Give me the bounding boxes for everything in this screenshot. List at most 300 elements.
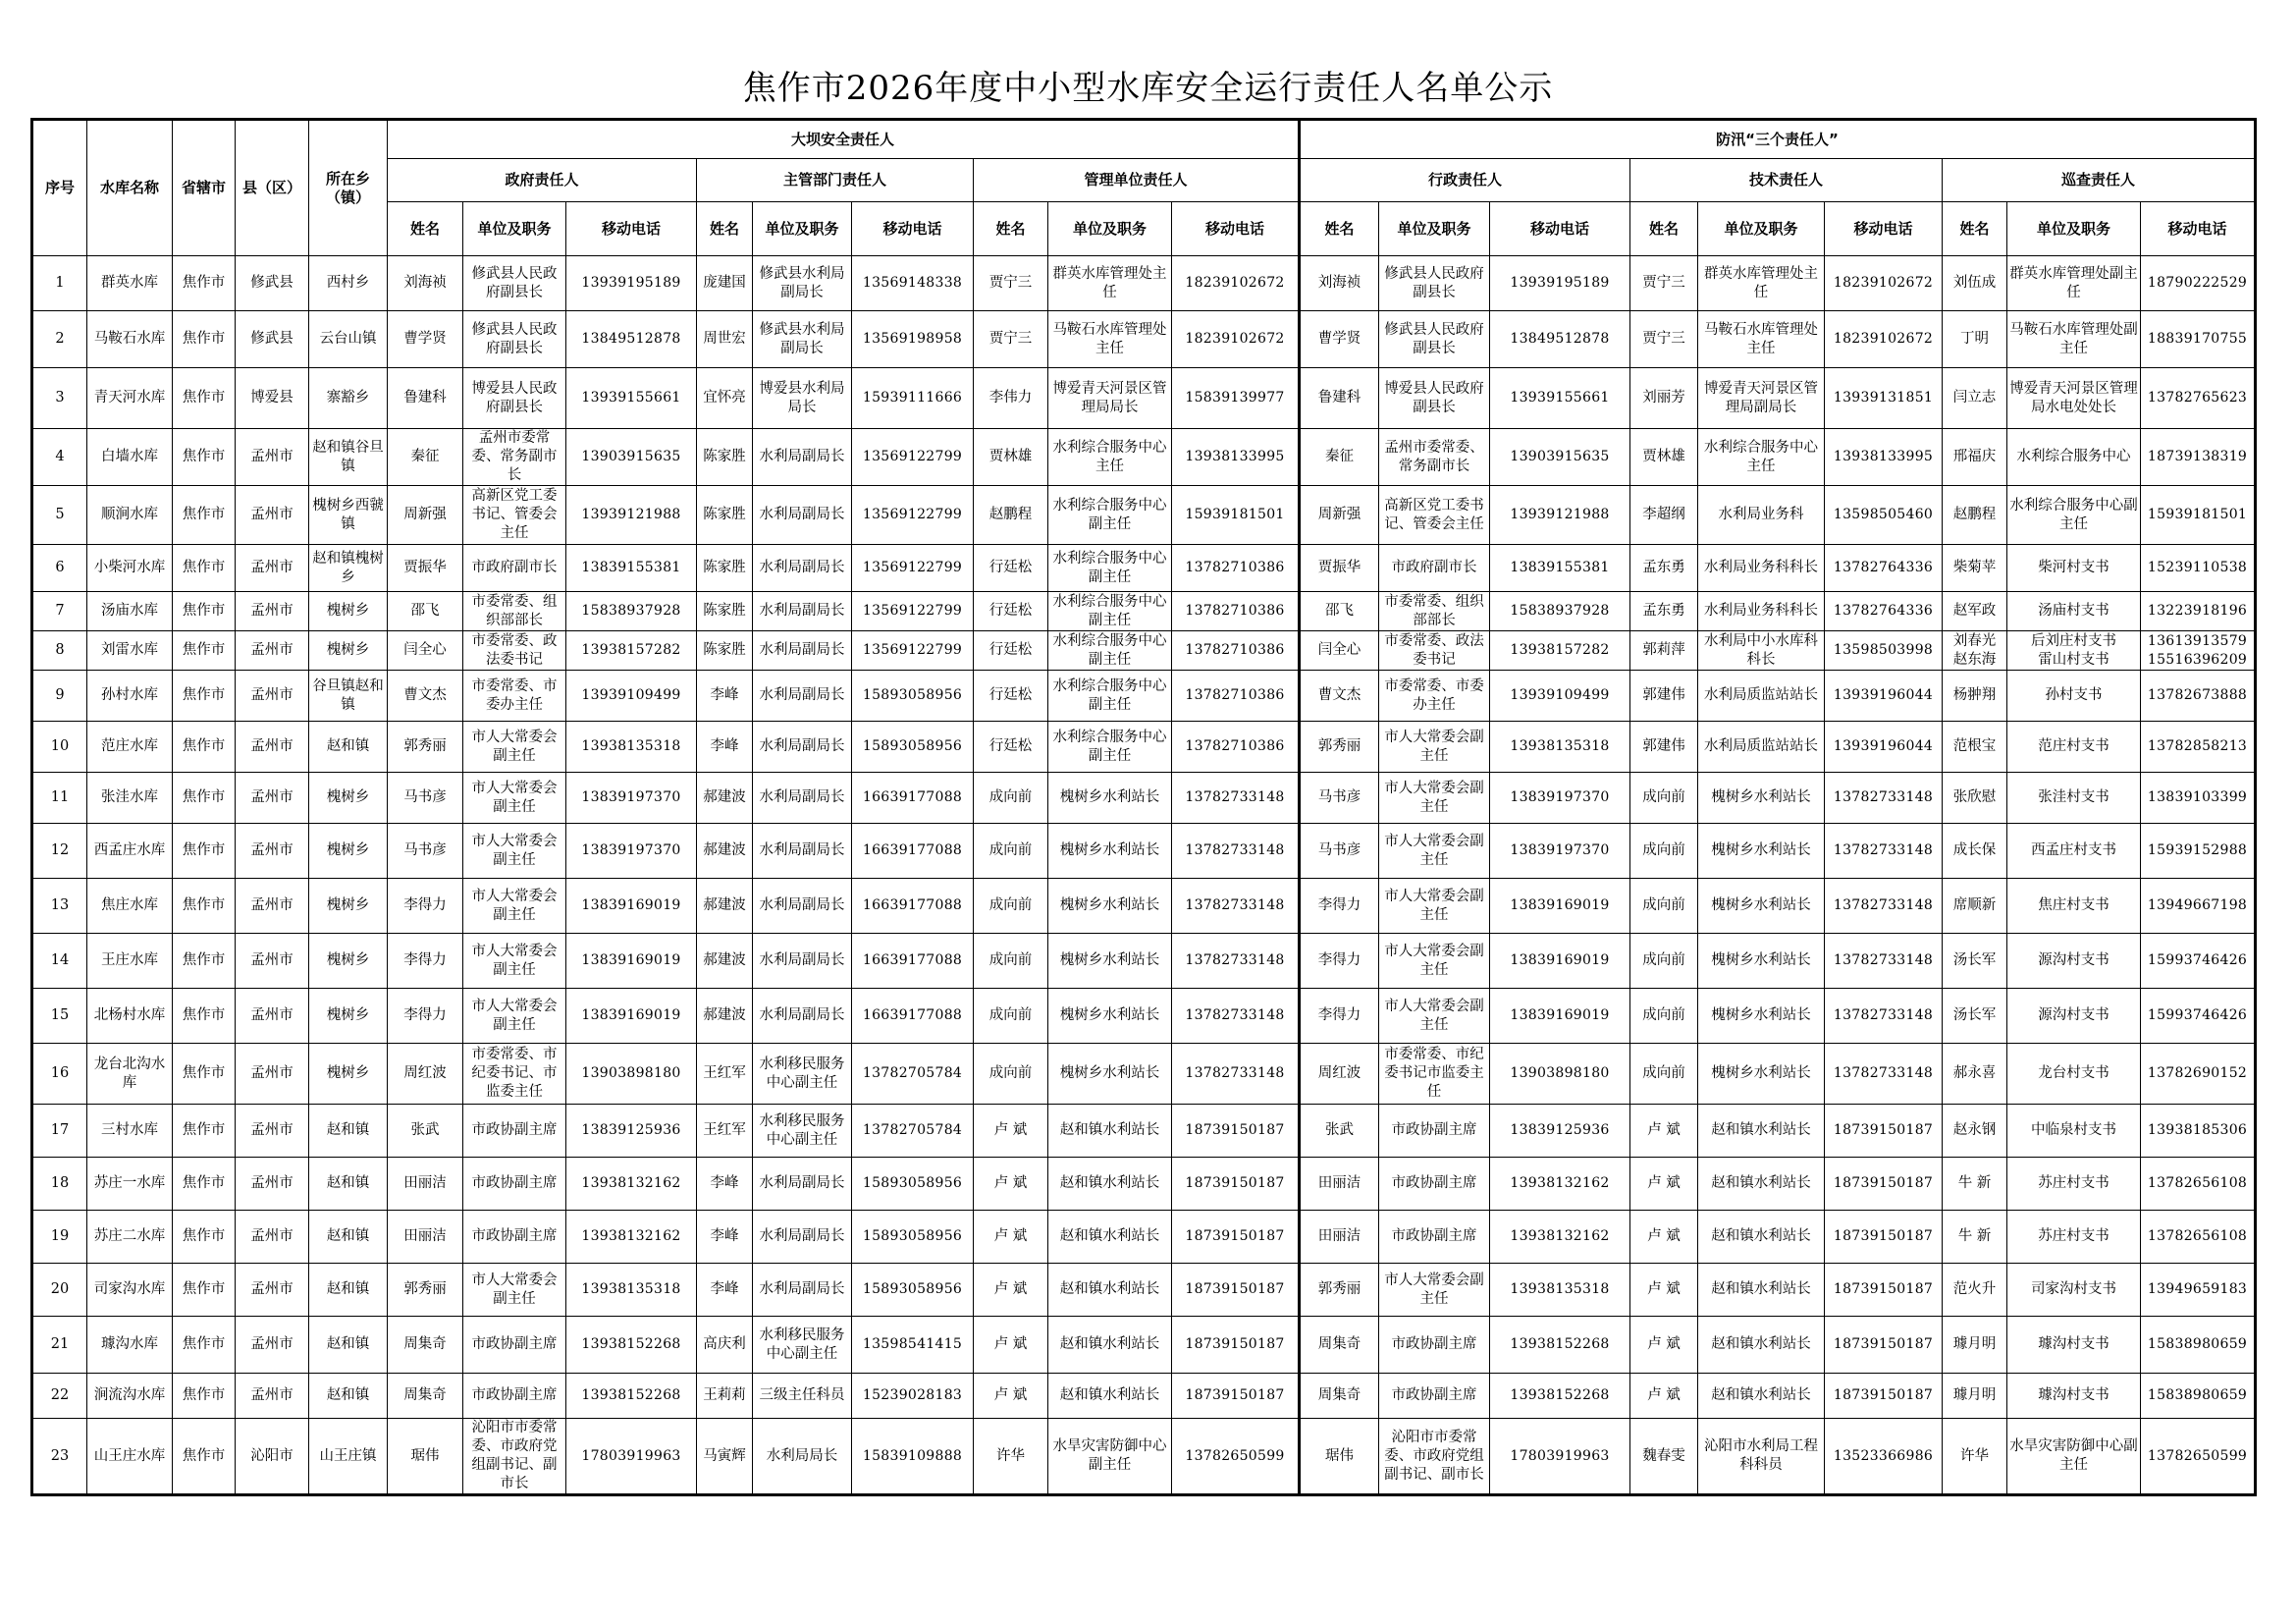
- dept-name-cell: 李峰: [697, 722, 753, 773]
- dept-phone-cell: 13569122799: [852, 545, 974, 592]
- mgmt-phone-cell: 13782650599: [1172, 1419, 1300, 1495]
- seq-cell: 22: [32, 1374, 87, 1419]
- city-cell: 焦作市: [173, 989, 236, 1044]
- tech-title-cell: 槐树乡水利站长: [1698, 879, 1825, 934]
- township-cell: 槐树乡: [309, 824, 388, 879]
- reservoir-cell: 白墙水库: [87, 429, 173, 486]
- cell-line: 后刘庄村支书: [2031, 632, 2116, 649]
- city-cell: 焦作市: [173, 773, 236, 824]
- dept-title-cell: 水利局副局长: [753, 631, 852, 671]
- tech-title-cell: 槐树乡水利站长: [1698, 989, 1825, 1044]
- dept-title-cell: 水利局副局长: [753, 592, 852, 631]
- mgmt-title-cell: 槐树乡水利站长: [1048, 989, 1172, 1044]
- mgmt-title-cell: 赵和镇水利站长: [1048, 1105, 1172, 1158]
- admin-phone-cell: 13939195189: [1490, 256, 1630, 311]
- admin-name-cell: 李得力: [1300, 934, 1379, 989]
- seq-cell: 10: [32, 722, 87, 773]
- gov-name-cell: 周集奇: [388, 1374, 463, 1419]
- seq-cell: 6: [32, 545, 87, 592]
- mgmt-title-cell: 群英水库管理处主任: [1048, 256, 1172, 311]
- city-cell: 焦作市: [173, 368, 236, 429]
- admin-title-cell: 市人大常委会副主任: [1379, 1264, 1490, 1317]
- cell-line: 15516396209: [2147, 651, 2248, 668]
- tech-name-cell: 卢 斌: [1630, 1211, 1698, 1264]
- patrol-name-cell: 杨翀翔: [1943, 671, 2007, 722]
- table-row: [32, 1264, 2256, 1317]
- gov-name-cell: 田丽洁: [388, 1211, 463, 1264]
- header-dam-safety: 大坝安全责任人: [388, 120, 1300, 159]
- patrol-phone-cell: 15239110538: [2141, 545, 2256, 592]
- admin-title-cell: 市人大常委会副主任: [1379, 934, 1490, 989]
- mgmt-name-cell: 成向前: [974, 773, 1048, 824]
- gov-phone-cell: 13938152268: [566, 1317, 697, 1374]
- tech-name-cell: 成向前: [1630, 1044, 1698, 1105]
- seq-cell: 4: [32, 429, 87, 486]
- reservoir-cell: 孙村水库: [87, 671, 173, 722]
- tech-phone-cell: 13782733148: [1825, 824, 1943, 879]
- table-row: [32, 1158, 2256, 1211]
- gov-name-cell: 张武: [388, 1105, 463, 1158]
- dept-title-cell: 水利局副局长: [753, 486, 852, 545]
- gov-phone-cell: 13849512878: [566, 311, 697, 368]
- dept-title-cell: 水利局副局长: [753, 1211, 852, 1264]
- tech-name-cell: 成向前: [1630, 879, 1698, 934]
- gov-title-cell: 修武县人民政府副县长: [463, 256, 566, 311]
- admin-title-cell: 高新区党工委书记、管委会主任: [1379, 486, 1490, 545]
- tech-phone-cell: 18739150187: [1825, 1211, 1943, 1264]
- mgmt-name-cell: 行廷松: [974, 545, 1048, 592]
- seq-cell: 11: [32, 773, 87, 824]
- table-row: [32, 671, 2256, 722]
- gov-phone-cell: 13839197370: [566, 773, 697, 824]
- admin-phone-cell: 13839169019: [1490, 934, 1630, 989]
- gov-name-cell: 郭秀丽: [388, 722, 463, 773]
- seq-cell: 13: [32, 879, 87, 934]
- reservoir-cell: 张洼水库: [87, 773, 173, 824]
- tech-name-cell: 成向前: [1630, 824, 1698, 879]
- admin-title-cell: 市政协副主席: [1379, 1317, 1490, 1374]
- tech-phone-cell: 18739150187: [1825, 1158, 1943, 1211]
- mgmt-title-cell: 赵和镇水利站长: [1048, 1374, 1172, 1419]
- seq-cell: 19: [32, 1211, 87, 1264]
- township-cell: 赵和镇: [309, 1317, 388, 1374]
- gov-name-cell: 贾振华: [388, 545, 463, 592]
- city-cell: 焦作市: [173, 671, 236, 722]
- tech-title-cell: 水利局中小水库科科长: [1698, 631, 1825, 671]
- gov-title-cell: 市委常委、市纪委书记、市监委主任: [463, 1044, 566, 1105]
- gov-name-cell: 鲁建科: [388, 368, 463, 429]
- reservoir-cell: 马鞍石水库: [87, 311, 173, 368]
- header-flood-control: 防汛“三个责任人”: [1300, 120, 2256, 159]
- gov-phone-cell: 13939155661: [566, 368, 697, 429]
- dept-title-cell: 水利局副局长: [753, 934, 852, 989]
- header-mgmt: 管理单位责任人: [974, 159, 1300, 202]
- dept-phone-cell: 13569148338: [852, 256, 974, 311]
- header-unit-title: 单位及职务: [1379, 202, 1490, 256]
- city-cell: 焦作市: [173, 934, 236, 989]
- table-row: [32, 368, 2256, 429]
- dept-name-cell: 庞建国: [697, 256, 753, 311]
- reservoir-cell: 顺涧水库: [87, 486, 173, 545]
- patrol-name-cell: 席顺新: [1943, 879, 2007, 934]
- tech-phone-cell: 13782733148: [1825, 934, 1943, 989]
- seq-cell: 21: [32, 1317, 87, 1374]
- table-row: [32, 545, 2256, 592]
- gov-phone-cell: 13938132162: [566, 1211, 697, 1264]
- reservoir-cell: 群英水库: [87, 256, 173, 311]
- mgmt-phone-cell: 13782710386: [1172, 592, 1300, 631]
- township-cell: 槐树乡: [309, 592, 388, 631]
- county-cell: 沁阳市: [236, 1419, 309, 1495]
- mgmt-title-cell: 槐树乡水利站长: [1048, 773, 1172, 824]
- township-cell: 槐树乡: [309, 1044, 388, 1105]
- tech-title-cell: 水利局质监站站长: [1698, 671, 1825, 722]
- admin-name-cell: 秦征: [1300, 429, 1379, 486]
- gov-phone-cell: 13839169019: [566, 879, 697, 934]
- mgmt-phone-cell: 13782733148: [1172, 773, 1300, 824]
- tech-phone-cell: 13939196044: [1825, 671, 1943, 722]
- dept-phone-cell: 13782705784: [852, 1044, 974, 1105]
- tech-name-cell: 成向前: [1630, 989, 1698, 1044]
- admin-title-cell: 市委常委、市纪委书记市监委主任: [1379, 1044, 1490, 1105]
- patrol-title-cell: 源沟村支书: [2007, 989, 2141, 1044]
- gov-name-cell: 曹文杰: [388, 671, 463, 722]
- county-cell: 孟州市: [236, 631, 309, 671]
- patrol-name-cell: 牛 新: [1943, 1211, 2007, 1264]
- tech-name-cell: 郭莉萍: [1630, 631, 1698, 671]
- city-cell: 焦作市: [173, 429, 236, 486]
- tech-phone-cell: 18239102672: [1825, 256, 1943, 311]
- dept-name-cell: 高庆利: [697, 1317, 753, 1374]
- header-unit-title: 单位及职务: [463, 202, 566, 256]
- mgmt-phone-cell: 13782710386: [1172, 545, 1300, 592]
- mgmt-name-cell: 许华: [974, 1419, 1048, 1495]
- tech-phone-cell: 13598505460: [1825, 486, 1943, 545]
- dept-title-cell: 修武县水利局副局长: [753, 311, 852, 368]
- header-gov: 政府责任人: [388, 159, 697, 202]
- dept-title-cell: 水利局副局长: [753, 824, 852, 879]
- admin-title-cell: 市政府副市长: [1379, 545, 1490, 592]
- gov-title-cell: 市人大常委会副主任: [463, 773, 566, 824]
- tech-name-cell: 孟东勇: [1630, 545, 1698, 592]
- admin-title-cell: 市政协副主席: [1379, 1211, 1490, 1264]
- admin-phone-cell: 13839169019: [1490, 989, 1630, 1044]
- tech-title-cell: 赵和镇水利站长: [1698, 1158, 1825, 1211]
- gov-title-cell: 市政府副市长: [463, 545, 566, 592]
- header-unit-title: 单位及职务: [2007, 202, 2141, 256]
- gov-name-cell: 周新强: [388, 486, 463, 545]
- township-cell: 赵和镇槐树乡: [309, 545, 388, 592]
- dept-phone-cell: 15839109888: [852, 1419, 974, 1495]
- header-tech: 技术责任人: [1630, 159, 1943, 202]
- admin-name-cell: 郭秀丽: [1300, 1264, 1379, 1317]
- city-cell: 焦作市: [173, 592, 236, 631]
- mgmt-title-cell: 博爱青天河景区管理局局长: [1048, 368, 1172, 429]
- table-row: [32, 631, 2256, 671]
- tech-name-cell: 卢 斌: [1630, 1264, 1698, 1317]
- city-cell: 焦作市: [173, 1158, 236, 1211]
- mgmt-name-cell: 卢 斌: [974, 1317, 1048, 1374]
- dept-title-cell: 水利局副局长: [753, 545, 852, 592]
- seq-cell: 2: [32, 311, 87, 368]
- tech-title-cell: 博爱青天河景区管理局副局长: [1698, 368, 1825, 429]
- header-name: 姓名: [388, 202, 463, 256]
- dept-phone-cell: 13569198958: [852, 311, 974, 368]
- mgmt-title-cell: 槐树乡水利站长: [1048, 824, 1172, 879]
- tech-phone-cell: 13782764336: [1825, 592, 1943, 631]
- mgmt-name-cell: 成向前: [974, 1044, 1048, 1105]
- township-cell: 赵和镇: [309, 1158, 388, 1211]
- patrol-phone-cell: 15838980659: [2141, 1374, 2256, 1419]
- tech-phone-cell: 13782733148: [1825, 989, 1943, 1044]
- dept-phone-cell: 16639177088: [852, 989, 974, 1044]
- cell-line: 雷山村支书: [2038, 651, 2109, 668]
- dept-phone-cell: 15893058956: [852, 1158, 974, 1211]
- dept-phone-cell: 13782705784: [852, 1105, 974, 1158]
- township-cell: 山王庄镇: [309, 1419, 388, 1495]
- patrol-title-cell: 司家沟村支书: [2007, 1264, 2141, 1317]
- tech-title-cell: 槐树乡水利站长: [1698, 1044, 1825, 1105]
- dept-name-cell: 李峰: [697, 1211, 753, 1264]
- mgmt-title-cell: 赵和镇水利站长: [1048, 1317, 1172, 1374]
- gov-name-cell: 马书彦: [388, 824, 463, 879]
- mgmt-title-cell: 水利综合服务中心副主任: [1048, 671, 1172, 722]
- patrol-title-cell: 汤庙村支书: [2007, 592, 2141, 631]
- dept-phone-cell: 13569122799: [852, 592, 974, 631]
- table-row: [32, 824, 2256, 879]
- patrol-phone-cell: 13782656108: [2141, 1158, 2256, 1211]
- admin-phone-cell: 13939109499: [1490, 671, 1630, 722]
- mgmt-title-cell: 水利综合服务中心副主任: [1048, 592, 1172, 631]
- gov-phone-cell: 13938132162: [566, 1158, 697, 1211]
- admin-name-cell: 郭秀丽: [1300, 722, 1379, 773]
- gov-title-cell: 市政协副主席: [463, 1374, 566, 1419]
- county-cell: 修武县: [236, 311, 309, 368]
- dept-name-cell: 郝建波: [697, 879, 753, 934]
- tech-phone-cell: 13938133995: [1825, 429, 1943, 486]
- dept-phone-cell: 16639177088: [852, 934, 974, 989]
- gov-name-cell: 周集奇: [388, 1317, 463, 1374]
- mgmt-name-cell: 行廷松: [974, 631, 1048, 671]
- reservoir-cell: 王庄水库: [87, 934, 173, 989]
- patrol-phone-cell: 13782858213: [2141, 722, 2256, 773]
- gov-phone-cell: 13839169019: [566, 934, 697, 989]
- patrol-name-cell: 汤长军: [1943, 989, 2007, 1044]
- city-cell: 焦作市: [173, 879, 236, 934]
- mgmt-title-cell: 槐树乡水利站长: [1048, 879, 1172, 934]
- tech-title-cell: 水利局业务科: [1698, 486, 1825, 545]
- tech-title-cell: 槐树乡水利站长: [1698, 824, 1825, 879]
- header-phone: 移动电话: [1172, 202, 1300, 256]
- seq-cell: 8: [32, 631, 87, 671]
- city-cell: 焦作市: [173, 1044, 236, 1105]
- tech-phone-cell: 18239102672: [1825, 311, 1943, 368]
- mgmt-phone-cell: 13782733148: [1172, 824, 1300, 879]
- mgmt-name-cell: 贾林雄: [974, 429, 1048, 486]
- city-cell: 焦作市: [173, 824, 236, 879]
- gov-name-cell: 李得力: [388, 879, 463, 934]
- mgmt-name-cell: 卢 斌: [974, 1158, 1048, 1211]
- patrol-title-cell: 水利综合服务中心: [2007, 429, 2141, 486]
- mgmt-title-cell: 赵和镇水利站长: [1048, 1158, 1172, 1211]
- patrol-name-cell: 郝永喜: [1943, 1044, 2007, 1105]
- mgmt-phone-cell: 13782733148: [1172, 934, 1300, 989]
- township-cell: 槐树乡: [309, 934, 388, 989]
- patrol-phone-cell: 13782690152: [2141, 1044, 2256, 1105]
- dept-title-cell: 水利局副局长: [753, 1264, 852, 1317]
- admin-title-cell: 修武县人民政府副县长: [1379, 311, 1490, 368]
- admin-title-cell: 市委常委、政法委书记: [1379, 631, 1490, 671]
- header-unit-title: 单位及职务: [1048, 202, 1172, 256]
- admin-phone-cell: 13938152268: [1490, 1317, 1630, 1374]
- reservoir-cell: 范庄水库: [87, 722, 173, 773]
- gov-phone-cell: 13939109499: [566, 671, 697, 722]
- reservoir-cell: 北杨村水库: [87, 989, 173, 1044]
- patrol-phone-cell: 18839170755: [2141, 311, 2256, 368]
- reservoir-cell: 山王庄水库: [87, 1419, 173, 1495]
- admin-phone-cell: 13903915635: [1490, 429, 1630, 486]
- admin-phone-cell: 15838937928: [1490, 592, 1630, 631]
- gov-title-cell: 修武县人民政府副县长: [463, 311, 566, 368]
- patrol-title-cell: 苏庄村支书: [2007, 1158, 2141, 1211]
- dept-phone-cell: 13569122799: [852, 429, 974, 486]
- seq-cell: 7: [32, 592, 87, 631]
- admin-name-cell: 马书彦: [1300, 824, 1379, 879]
- patrol-phone-cell: 13782650599: [2141, 1419, 2256, 1495]
- admin-title-cell: 市政协副主席: [1379, 1374, 1490, 1419]
- dept-name-cell: 郝建波: [697, 989, 753, 1044]
- county-cell: 孟州市: [236, 1317, 309, 1374]
- mgmt-phone-cell: 18239102672: [1172, 311, 1300, 368]
- gov-title-cell: 市人大常委会副主任: [463, 722, 566, 773]
- township-cell: 谷旦镇赵和镇: [309, 671, 388, 722]
- mgmt-name-cell: 行廷松: [974, 592, 1048, 631]
- tech-name-cell: 卢 斌: [1630, 1317, 1698, 1374]
- county-cell: 修武县: [236, 256, 309, 311]
- county-cell: 孟州市: [236, 592, 309, 631]
- admin-name-cell: 周集奇: [1300, 1374, 1379, 1419]
- patrol-name-cell: 璩月明: [1943, 1374, 2007, 1419]
- city-cell: 焦作市: [173, 1264, 236, 1317]
- gov-phone-cell: 13839155381: [566, 545, 697, 592]
- gov-phone-cell: 13938135318: [566, 1264, 697, 1317]
- city-cell: 焦作市: [173, 256, 236, 311]
- city-cell: 焦作市: [173, 1419, 236, 1495]
- reservoir-cell: 刘雷水库: [87, 631, 173, 671]
- mgmt-phone-cell: 18739150187: [1172, 1264, 1300, 1317]
- admin-phone-cell: 13839125936: [1490, 1105, 1630, 1158]
- patrol-title-cell: [2007, 631, 2141, 671]
- tech-title-cell: 马鞍石水库管理处主任: [1698, 311, 1825, 368]
- dept-title-cell: 水利局副局长: [753, 1158, 852, 1211]
- mgmt-phone-cell: 18739150187: [1172, 1105, 1300, 1158]
- table-row: [32, 1211, 2256, 1264]
- admin-title-cell: 市政协副主席: [1379, 1105, 1490, 1158]
- gov-phone-cell: 13903915635: [566, 429, 697, 486]
- tech-title-cell: 槐树乡水利站长: [1698, 773, 1825, 824]
- tech-phone-cell: 18739150187: [1825, 1264, 1943, 1317]
- dept-phone-cell: 13598541415: [852, 1317, 974, 1374]
- gov-name-cell: 李得力: [388, 934, 463, 989]
- reservoir-cell: 苏庄二水库: [87, 1211, 173, 1264]
- county-cell: 孟州市: [236, 722, 309, 773]
- tech-phone-cell: 13939131851: [1825, 368, 1943, 429]
- county-cell: 孟州市: [236, 934, 309, 989]
- tech-name-cell: 成向前: [1630, 773, 1698, 824]
- city-cell: 焦作市: [173, 1105, 236, 1158]
- dept-name-cell: 郝建波: [697, 824, 753, 879]
- patrol-title-cell: 张洼村支书: [2007, 773, 2141, 824]
- dept-phone-cell: 15939111666: [852, 368, 974, 429]
- tech-phone-cell: 13523366986: [1825, 1419, 1943, 1495]
- admin-phone-cell: 13939155661: [1490, 368, 1630, 429]
- header-phone: 移动电话: [566, 202, 697, 256]
- tech-title-cell: 赵和镇水利站长: [1698, 1264, 1825, 1317]
- seq-cell: 12: [32, 824, 87, 879]
- table-row: [32, 1419, 2256, 1495]
- township-cell: 赵和镇: [309, 1211, 388, 1264]
- mgmt-name-cell: 卢 斌: [974, 1374, 1048, 1419]
- dept-title-cell: 修武县水利局副局长: [753, 256, 852, 311]
- table-body: [32, 256, 2256, 1495]
- dept-phone-cell: 13569122799: [852, 486, 974, 545]
- tech-phone-cell: 18739150187: [1825, 1317, 1943, 1374]
- header-admin: 行政责任人: [1300, 159, 1630, 202]
- patrol-name-cell: 赵军政: [1943, 592, 2007, 631]
- county-cell: 孟州市: [236, 429, 309, 486]
- dept-name-cell: 陈家胜: [697, 631, 753, 671]
- admin-title-cell: 沁阳市市委常委、市政府党组副书记、副市长: [1379, 1419, 1490, 1495]
- admin-title-cell: 市人大常委会副主任: [1379, 879, 1490, 934]
- gov-title-cell: 市委常委、市委办主任: [463, 671, 566, 722]
- tech-title-cell: 水利局业务科科长: [1698, 545, 1825, 592]
- patrol-name-cell: 赵鹏程: [1943, 486, 2007, 545]
- tech-phone-cell: 13939196044: [1825, 722, 1943, 773]
- dept-name-cell: 陈家胜: [697, 486, 753, 545]
- admin-name-cell: 张武: [1300, 1105, 1379, 1158]
- tech-phone-cell: 13598503998: [1825, 631, 1943, 671]
- dept-title-cell: 水利移民服务中心副主任: [753, 1317, 852, 1374]
- mgmt-name-cell: 卢 斌: [974, 1264, 1048, 1317]
- patrol-phone-cell: 15939152988: [2141, 824, 2256, 879]
- tech-title-cell: 群英水库管理处主任: [1698, 256, 1825, 311]
- admin-name-cell: 贾振华: [1300, 545, 1379, 592]
- gov-title-cell: 市政协副主席: [463, 1317, 566, 1374]
- patrol-title-cell: 焦庄村支书: [2007, 879, 2141, 934]
- reservoir-cell: 涧流沟水库: [87, 1374, 173, 1419]
- admin-name-cell: 周红波: [1300, 1044, 1379, 1105]
- gov-phone-cell: 13839169019: [566, 989, 697, 1044]
- mgmt-name-cell: 赵鹏程: [974, 486, 1048, 545]
- gov-title-cell: 市人大常委会副主任: [463, 1264, 566, 1317]
- tech-title-cell: 水利综合服务中心主任: [1698, 429, 1825, 486]
- mgmt-name-cell: 成向前: [974, 989, 1048, 1044]
- admin-name-cell: 闫全心: [1300, 631, 1379, 671]
- gov-title-cell: 市人大常委会副主任: [463, 989, 566, 1044]
- admin-name-cell: 周新强: [1300, 486, 1379, 545]
- admin-title-cell: 市委常委、组织部部长: [1379, 592, 1490, 631]
- gov-phone-cell: 13839197370: [566, 824, 697, 879]
- admin-phone-cell: 13849512878: [1490, 311, 1630, 368]
- township-cell: 槐树乡: [309, 989, 388, 1044]
- county-cell: 孟州市: [236, 671, 309, 722]
- patrol-title-cell: 范庄村支书: [2007, 722, 2141, 773]
- gov-name-cell: 田丽洁: [388, 1158, 463, 1211]
- county-cell: 孟州市: [236, 1105, 309, 1158]
- patrol-title-cell: 璩沟村支书: [2007, 1317, 2141, 1374]
- tech-name-cell: 成向前: [1630, 934, 1698, 989]
- mgmt-name-cell: 成向前: [974, 824, 1048, 879]
